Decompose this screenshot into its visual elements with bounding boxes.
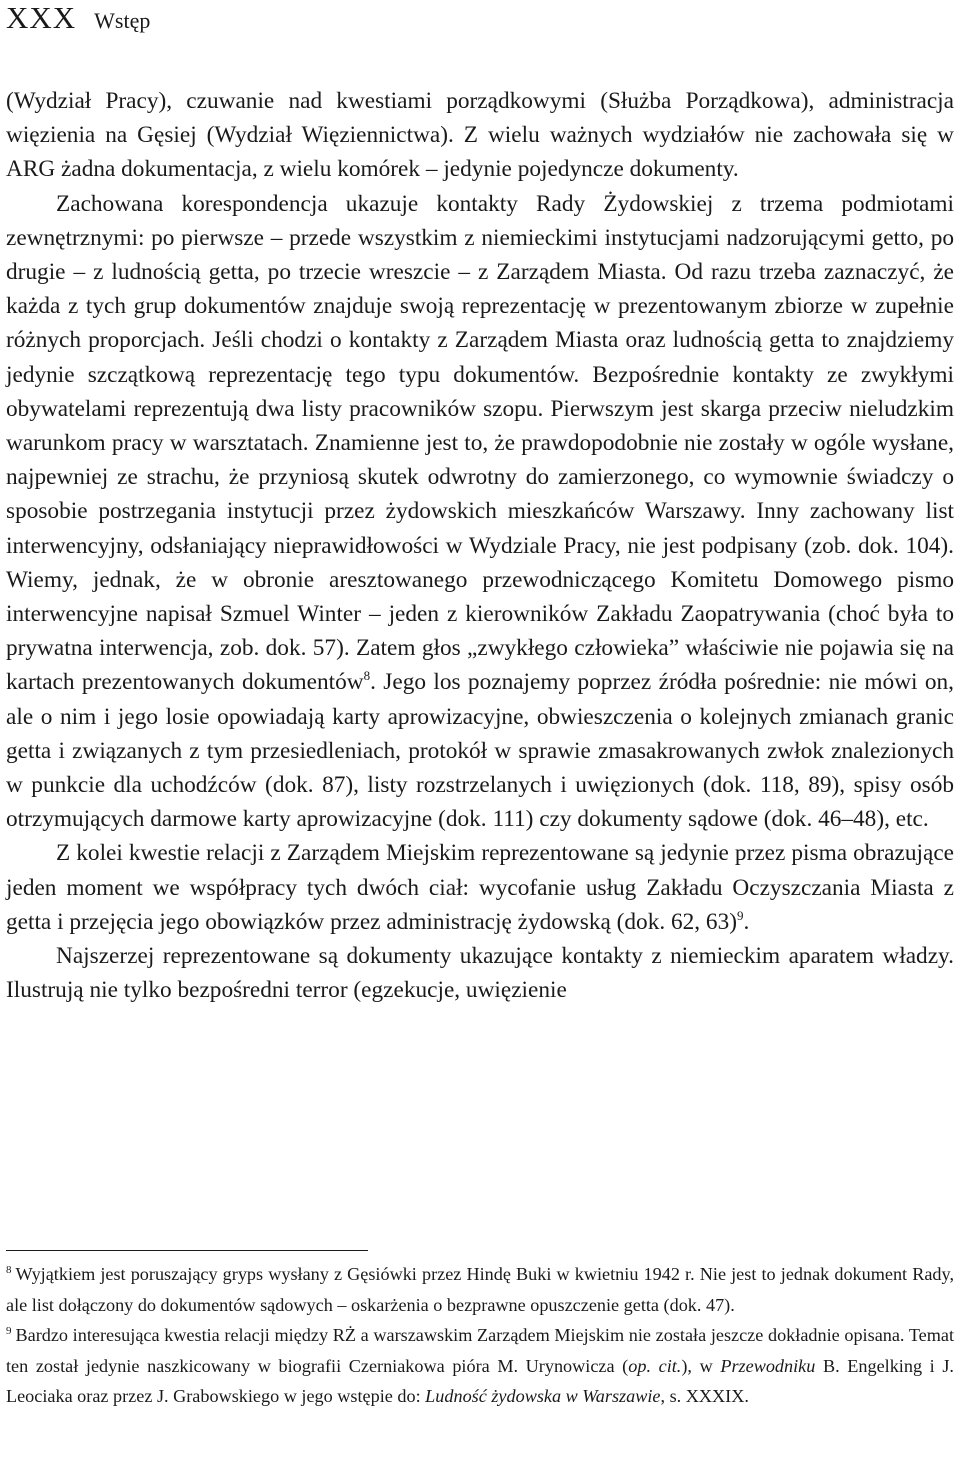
paragraph-continued: (Wydział Pracy), czuwanie nad kwestiami porządkowymi (Służba Porządkowa), administracja więzienia na Gęsiej (Wydział Więziennictwa). Z wielu ważnych wydziałów nie zachowała się w ARG żadna dokumentacja, z wielu komórek – jedynie pojedyncze dokumenty. xyxy=(6,88,954,183)
footnote-number: 9 xyxy=(6,1324,12,1337)
footnote-number: 8 xyxy=(6,1263,12,1276)
paragraph-correspondence xyxy=(6,187,954,837)
footnote-italic: Ludność żydowska w Warszawie xyxy=(425,1386,661,1406)
footnote-ref-8: 8 xyxy=(363,668,371,684)
footnote-text: Bardzo interesująca kwestia relacji między RŻ a warszawskim Zarządem Miejskim nie została jeszcze dokładnie opisana. Temat ten został jedynie naszkicowany w biografii Czerniakowa pióra M. Urynowicza ( xyxy=(6,1325,954,1376)
paragraph-german-apparatus: Najszerzej reprezentowane są dokumenty ukazujące kontakty z niemieckim aparatem władzy. Ilustrują nie tylko bezpośredni terror (egzekucje, uwięzienie xyxy=(6,943,954,1004)
footnote-text: ), w xyxy=(681,1355,721,1376)
footnote-separator xyxy=(6,1250,368,1251)
running-title: Wstęp xyxy=(94,8,151,33)
footnote-9 xyxy=(6,1320,954,1412)
main-text xyxy=(6,84,954,1007)
footnote-text: B. Engelking i J. Leociaka oraz przez J. Grabowskiego w jego wstępie do: xyxy=(6,1355,954,1406)
footnote-8 xyxy=(6,1259,954,1320)
page-header xyxy=(6,0,150,40)
paragraph-text: Zachowana korespondencja ukazuje kontakty Rady Żydowskiej z trzema podmiotami zewnętrznymi: po pierwsze – przede wszystkim z niemieckimi instytucjami nadzorującymi getto, po drugie – z ludnością getta, po trzecie wreszcie – z Zarządem Miasta. Od razu trzeba zaznaczyć, że każda z tych grup dokumentów znajduje swoją reprezentację w prezentowanym zbiorze w zupełnie różnych proporcjach. Jeśli chodzi o kontakty z Zarządem Miasta oraz ludnością getta to znajdziemy jedynie szczątkową reprezentację tego typu dokumentów. Bezpośrednie kontakty ze zwykłymi obywatelami reprezentują dwa listy pracowników szopu. Pierwszym jest skarga przeciw nieludzkim warunkom pracy w warsztatach. Znamienne jest to, że prawdopodobnie nie zostały w ogóle wysłane, najpewniej ze strachu, że przyniosą skutek odwrotny do zamierzonego, co wymownie świadczy o sposobie postrzegania instytucji przez żydowskich mieszkańców Warszawy. Inny zachowany list interwencyjny, odsłaniający nieprawidłowości w Wydziale Pracy, nie jest podpisany (zob. dok. 104). Wiemy, jednak, że w obronie aresztowanego przewodniczącego Komitetu Domowego pismo interwencyjne napisał Szmuel Winter – jeden z kierowników Zakładu Zaopatrywania (choć była to prywatna interwencja, zob. dok. 57). Zatem głos „zwykłego człowieka” właściwie nie pojawia się na kartach prezentowanych dokumentów xyxy=(6,190,954,696)
page-number: XXX xyxy=(6,0,77,35)
footnote-text: Wyjątkiem jest poruszający gryps wysłany z Gęsiówki przez Hindę Buki w kwietniu 1942 r. Nie jest to jednak dokument Rady, ale list dołączony do dokumentów sądowych – oskarżenia o bezprawne opuszczenie getta (dok. 47). xyxy=(6,1264,954,1315)
footnote-text: , s. XXXIX. xyxy=(660,1386,749,1406)
paragraph-text: Z kolei kwestie relacji z Zarządem Miejskim reprezentowane są jedynie przez pisma obrazujące jeden moment we współpracy tych dwóch ciał: wycofanie usług Zakładu Oczyszczania Miasta z getta i przejęcia jego obowiązków przez administrację żydowską (dok. 62, 63) xyxy=(6,840,954,935)
paragraph-text: . xyxy=(743,908,750,935)
footnote-italic: Przewodniku xyxy=(720,1355,816,1376)
footnote-italic: op. cit. xyxy=(628,1355,682,1376)
footnote-ref-9: 9 xyxy=(737,908,744,924)
footnotes xyxy=(6,1259,954,1412)
paragraph-text: . Jego los poznajemy poprzez źródła pośrednie: nie mówi on, ale o nim i jego losie opowiadają karty aprowizacyjne, obwieszczenia o kolejnych zmianach granic getta i związanych z tym przesiedleniach, protokół w sprawie zmasakrowanych zwłok znalezionych w punkcie dla uchodźców (dok. 87), listy rozstrzelanych i uwięzionych (dok. 118, 89), spisy osób otrzymujących darmowe karty aprowizacyjne (dok. 111) czy dokumenty sądowe (dok. 46–48), etc. xyxy=(6,669,954,833)
paragraph-city-board xyxy=(6,836,954,939)
